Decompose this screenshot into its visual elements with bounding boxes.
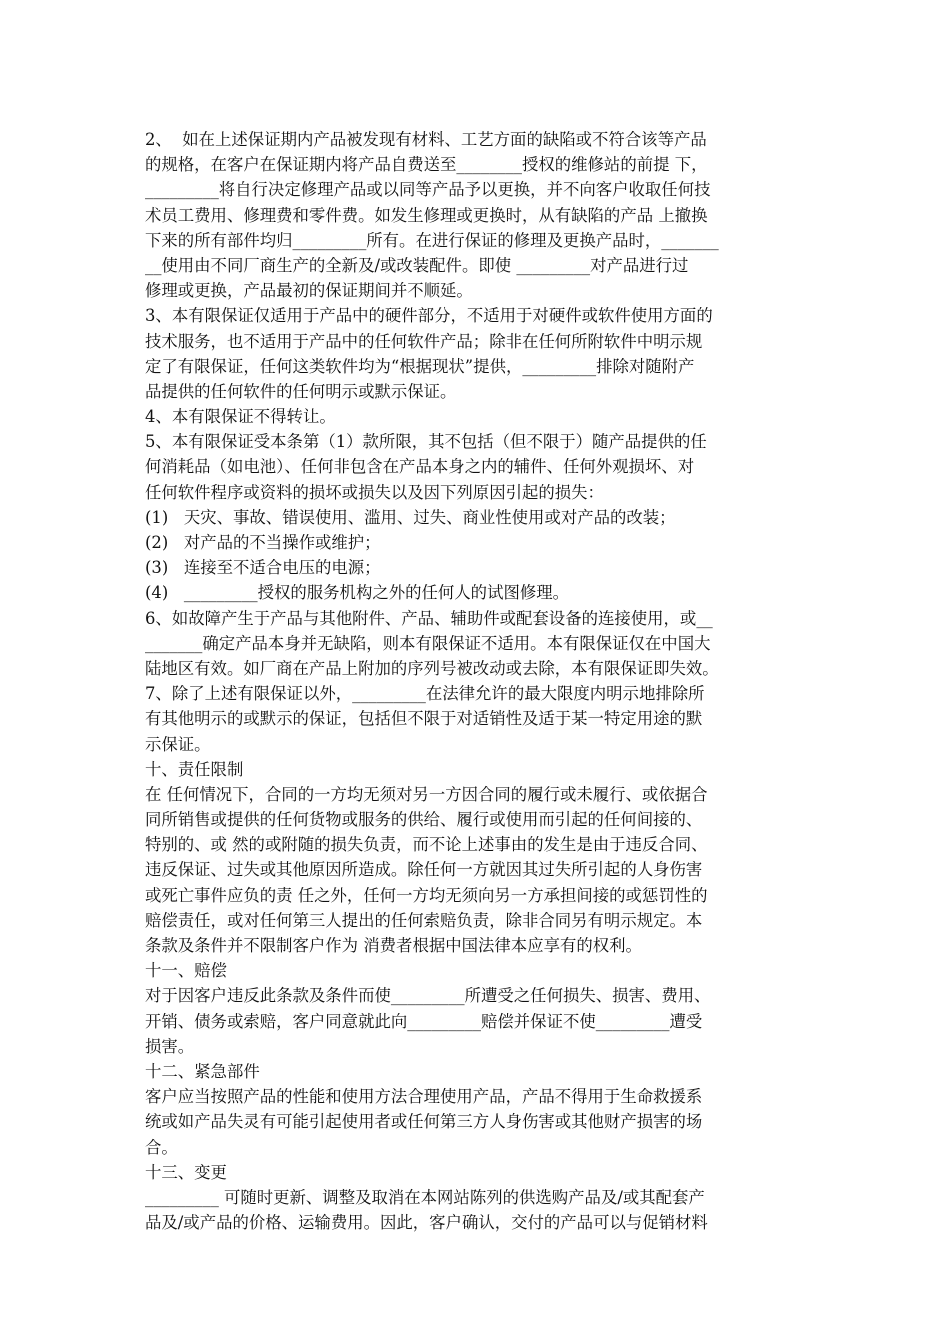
section-heading: 十三、变更 — [145, 1162, 227, 1182]
text-line: 6、如故障产生于产品与其他附件、产品、辅助件或配套设备的连接使用，或__ — [145, 608, 713, 628]
list-item: (4) _________授权的服务机构之外的任何人的试图修理。 — [145, 583, 570, 603]
text-line: 统或如产品失灵有可能引起使用者或任何第三方人身伤害或其他财产损害的场 — [145, 1112, 703, 1132]
text-line: 条款及条件并不限制客户作为 消费者根据中国法律本应享有的权利。 — [145, 936, 642, 955]
text-line: 合。 — [145, 1137, 178, 1157]
section-heading: 十、责任限制 — [145, 759, 244, 779]
text-line: 品提供的任何软件的任何明示或默示保证。 — [145, 381, 457, 401]
text-line: 客户应当按照产品的性能和使用方法合理使用产品，产品不得用于生命救援系 — [145, 1087, 703, 1107]
list-item: (1) 天灾、事故、错误使用、滥用、过失、商业性使用或对产品的改装； — [145, 507, 676, 527]
text-line: 开销、债务或索赔，客户同意就此向_________赔偿并保证不使_________遭受 — [145, 1011, 703, 1031]
text-line: 特别的、或 然的或附随的损失负责，而不论上述事由的发生是由于违反合同、 — [145, 835, 708, 855]
text-line: 损害。 — [145, 1036, 195, 1056]
text-line: 有其他明示的或默示的保证，包括但不限于对适销性及适于某一特定用途的默 — [145, 709, 703, 729]
text-line: 2、 如在上述保证期内产品被发现有材料、工艺方面的缺陷或不符合该等产品 — [145, 130, 707, 149]
text-line: 的规格，在客户在保证期内将产品自费送至________授权的维修站的前提 下， — [145, 155, 708, 175]
text-line: 赔偿责任，或对任何第三人提出的任何索赔负责，除非合同另有明示规定。本 — [145, 910, 703, 930]
text-line: 陆地区有效。如厂商在产品上附加的序列号被改动或去除，本有限保证即失效。 — [145, 658, 719, 678]
text-line: _______确定产品本身并无缺陷，则本有限保证不适用。本有限保证仅在中国大 — [145, 633, 711, 653]
text-line: 在 任何情况下，合同的一方均无须对另一方因合同的履行或未履行、或依据合 — [145, 784, 708, 804]
text-line: 何消耗品（如电池）、任何非包含在产品本身之内的辅件、任何外观损坏、对 — [145, 457, 695, 477]
text-line: 术员工费用、修理费和零件费。如发生修理或更换时，从有缺陷的产品 上撤换 — [145, 205, 708, 225]
text-line: __使用由不同厂商生产的全新及/或改装配件。即使 _________对产品进行过 — [145, 255, 689, 275]
text-line: _________将自行决定修理产品或以同等产品予以更换，并不向客户收取任何技 — [145, 180, 711, 200]
text-line: 违反保证、过失或其他原因所造成。除任何一方就因其过失所引起的人身伤害 — [145, 860, 703, 880]
text-line: 4、本有限保证不得转让。 — [145, 407, 336, 427]
text-line: 定了有限保证，任何这类软件均为“根据现状”提供，_________排除对随附产 — [145, 356, 695, 376]
text-line: 修理或更换，产品最初的保证期间并不顺延。 — [145, 281, 473, 301]
text-line: _________ 可随时更新、调整及取消在本网站陈列的供选购产品及/或其配套产 — [145, 1187, 705, 1207]
text-line: 示保证。 — [145, 734, 211, 754]
list-item: (2) 对产品的不当操作或维护； — [145, 533, 381, 552]
text-line: 品及/或产品的价格、运输费用。因此，客户确认，交付的产品可以与促销材料 — [145, 1213, 708, 1233]
section-heading: 十二、紧急部件 — [145, 1061, 260, 1081]
text-line: 5、本有限保证受本条第（1）款所限，其不包括（但不限于）随产品提供的任 — [145, 432, 707, 452]
text-line: 7、除了上述有限保证以外，_________在法律允许的最大限度内明示地排除所 — [145, 684, 705, 704]
document-body — [145, 127, 810, 1235]
text-line: 任何软件程序或资料的损坏或损失以及因下列原因引起的损失： — [145, 482, 604, 502]
text-line: 对于因客户违反此条款及条件而使_________所遭受之任何损失、损害、费用、 — [145, 986, 711, 1006]
list-item: (3) 连接至不适合电压的电源； — [145, 558, 381, 578]
text-line: 3、本有限保证仅适用于产品中的硬件部分，不适用于对硬件或软件使用方面的 — [145, 306, 713, 326]
text-line: 下来的所有部件均归_________所有。在进行保证的修理及更换产品时，_______ — [145, 230, 719, 250]
text-line: 技术服务，也不适用于产品中的任何软件产品；除非在任何所附软件中明示规 — [145, 331, 703, 351]
text-line: 或死亡事件应负的责 任之外，任何一方均无须向另一方承担间接的或惩罚性的 — [145, 885, 708, 905]
text-line: 同所销售或提供的任何货物或服务的供给、履行或使用而引起的任何间接的、 — [145, 810, 703, 830]
section-heading: 十一、赔偿 — [145, 961, 227, 981]
